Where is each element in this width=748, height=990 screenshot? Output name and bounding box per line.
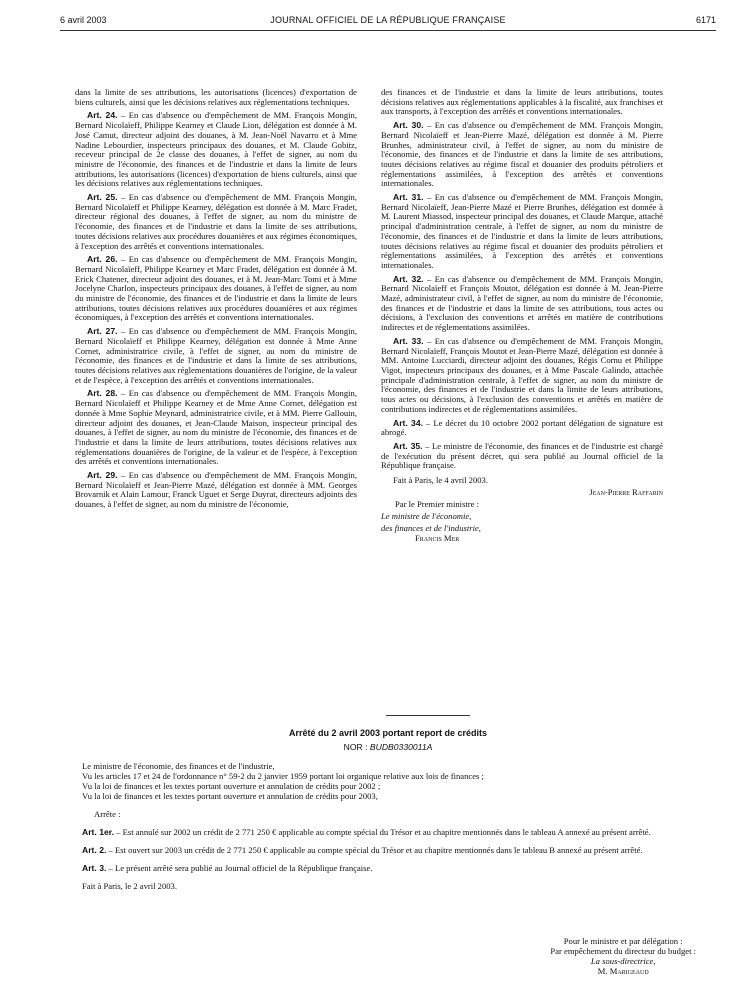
page-header bbox=[60, 15, 716, 29]
section-separator bbox=[386, 715, 470, 716]
article-paragraph: Art. 32. – En cas d'absence ou d'empêchement de MM. François Mongin, Bernard Nicolaïeff et François Moutot, délégation est donnée à M. Jean-Pierre Mazé, administrateur civil, à l'effet de signer, au nom du ministre de l'économie, des finances et de l'industrie et dans la limite de ses attributions, tous actes ou décisions, à l'exclusion des conventions et arrêtés en matière de contributions indirectes et de réglementations assimilées. bbox=[381, 273, 663, 333]
signature-line1: Pour le ministre et par délégation : bbox=[563, 936, 683, 946]
arrete-article: Art. 1er. – Est annulé sur 2002 un crédit de 2 771 250 € applicable au compte spécial du Trésor et au chapitre mentionnés dans le tableau A annexé au présent arrêté. bbox=[82, 827, 651, 837]
article-label: Art. 35. bbox=[393, 440, 423, 451]
decree-signature-block bbox=[381, 475, 663, 543]
header-page-number: 6171 bbox=[695, 15, 716, 25]
article-paragraph: Art. 25. – En cas d'absence ou d'empêchement de MM. François Mongin, Bernard Nicolaïeff et Philippe Kearney, délégation est donnée à M. Marc Fradet, directeur régional des douanes, à l'effet de signer, au nom du ministre de l'économie, des finances et de l'industrie et dans la limite de ses attributions, toutes décisions relatives aux procédures douanières et aux régimes économiques, à l'exception des arrêtés et conventions internationales. bbox=[75, 192, 357, 251]
decree-date: Fait à Paris, le 4 avril 2003. bbox=[393, 475, 488, 486]
article-paragraph: Art. 33. – En cas d'absence ou d'empêchement de MM. François Mongin, Bernard Nicolaïeff, François Moutot et Jean-Pierre Mazé, délégation est donnée à MM. Antoine Lucciardi, directeur adjoint des douanes, Régis Cornu et Philippe Vigot, inspecteurs principaux des douanes, et à Mme Pascale Galindo, attachée principale d'administration centrale, à l'effet de signer, au nom du ministre de l'économie, des finances et de l'industrie et dans la limite de leurs attributions, tous actes ou décisions, à l'exclusion des conventions et arrêtés en matière de contributions indirectes et de réglementations assimilées. bbox=[381, 335, 663, 414]
visa-line: Le ministre de l'économie, des finances et de l'industrie, bbox=[82, 761, 275, 771]
header-date: 6 avril 2003 bbox=[60, 15, 107, 25]
signature-line2: Par empêchement du directeur du budget : bbox=[550, 946, 696, 956]
minister-title-line1: Le ministre de l'économie, bbox=[381, 511, 472, 522]
arrete-title: Arrêté du 2 avril 2003 portant report de crédits bbox=[288, 728, 488, 738]
arrete-article: Art. 2. – Est ouvert sur 2003 un crédit de 2 771 250 € applicable au compte spécial du Trésor et au chapitre mentionnés dans le tableau B annexé au présent arrêté. bbox=[82, 845, 643, 855]
nor-code: BUDB0330011A bbox=[369, 742, 433, 752]
article-label: Art. 34. bbox=[393, 417, 424, 428]
header-journal-title: JOURNAL OFFICIEL DE LA RÉPUBLIQUE FRANÇAISE bbox=[270, 15, 506, 25]
article-label: Art. 32. bbox=[393, 273, 424, 284]
arrete-article: Art. 3. – Le présent arrêté sera publié au Journal officiel de la République française. bbox=[82, 863, 373, 873]
article-label: Art. 29. bbox=[87, 470, 118, 481]
arrete-body bbox=[82, 761, 694, 891]
article-paragraph: Art. 34. – Le décret du 10 octobre 2002 portant délégation de signature est abrogé. bbox=[381, 417, 663, 438]
by-prime-minister: Par le Premier ministre : bbox=[395, 499, 480, 510]
nor-label: NOR : bbox=[343, 742, 368, 752]
arrete-date: Fait à Paris, le 2 avril 2003. bbox=[82, 881, 177, 891]
article-label: Art. 30. bbox=[393, 120, 424, 131]
article-paragraph: Art. 31. – En cas d'absence ou d'empêchement de MM. François Mongin, Bernard Nicolaïeff, Jean-Pierre Mazé et Pierre Brunhes, délégation est donnée à M. Laurent Miassod, inspecteur principal des douanes, et Claude Marque, attaché principal d'administration centrale, à l'effet de signer, au nom du ministre de l'économie, des finances et de l'industrie et dans la limite de leurs attributions, toutes décisions relatives au régime fiscal et douanier des produits pétroliers et réglementations assimilées, à l'exception des arrêtés et conventions internationales. bbox=[381, 192, 663, 270]
left-column bbox=[75, 88, 357, 510]
header-rule bbox=[60, 30, 716, 31]
article-paragraph: des finances et de l'industrie et dans la limite de leurs attributions, toutes décisions relatives aux réglementations applicables à la fiscalité, aux franchises et aux transports, à l'exception des arrêtés et conventions internationales. bbox=[381, 87, 663, 117]
minister-name: Francis Mer bbox=[415, 533, 460, 544]
article-paragraph: Art. 29. – En cas d'absence ou d'empêchement de MM. François Mongin, Bernard Nicolaïeff et Jean-Pierre Mazé, délégation est donnée à MM. Georges Brovarnik et Alain Lamour, Franck Uguet et Serge Duyrat, directeurs adjoints des douanes, à l'effet de signer, au nom du ministre de l'économie, bbox=[75, 470, 357, 510]
article-paragraph: Art. 30. – En cas d'absence ou d'empêchement de MM. François Mongin, Bernard Nicolaïeff et Jean-Pierre Mazé, délégation est donnée à M. Pierre Brunhes, administrateur civil, à l'effet de signer, au nom du ministre de l'économie, des finances et de l'industrie et dans la limite de ses attributions, toutes décisions relatives au régime fiscal et douanier des produits pétroliers et réglementations assimilées, à l'exception des arrêtés et conventions internationales. bbox=[381, 120, 663, 189]
right-column bbox=[381, 88, 663, 543]
minister-title-line2: des finances et de l'industrie, bbox=[381, 523, 481, 534]
arrete-label: Arrête : bbox=[94, 809, 121, 819]
article-label: Art. 27. bbox=[87, 326, 118, 337]
article-label: Art. 28. bbox=[87, 388, 118, 399]
article-paragraph: Art. 26. – En cas d'absence ou d'empêchement de MM. François Mongin, Bernard Nicolaïeff, Philippe Kearney et Marc Fradet, délégation est donnée à M. Erick Chatener, directeur adjoint des douanes, et à M. Jean-Marc Tomi et à Mme Jocelyne Charlon, inspecteurs principaux des douanes, à l'effet de signer, au nom du ministre de l'économie, des finances et de l'industrie et dans la limite de leurs attributions, toutes décisions relatives aux procédures douanières et aux régimes économiques, à l'exception des arrêtés et conventions internationales. bbox=[75, 254, 357, 323]
visa-line: Vu la loi de finances et les textes portant ouverture et annulation de crédits pour 2002 ; bbox=[82, 781, 381, 791]
article-paragraph: Art. 35. – Le ministre de l'économie, des finances et de l'industrie est chargé de l'exécution du présent décret, qui sera publié au Journal officiel de la République française. bbox=[381, 440, 663, 471]
article-paragraph: Art. 24. – En cas d'absence ou d'empêchement de MM. François Mongin, Bernard Nicolaïeff, Philippe Kearney et Claude Lion, délégation est donnée à M. José Camut, directeur adjoint des douanes, à M. Jean-Noël Navarro et à Mme Nadine Lebourdier, inspecteurs principaux des douanes, et M. Claude Gobitz, receveur principal de 2e classe des douanes, à l'effet de signer, au nom du ministre de l'économie, des finances et de l'industrie et dans la limite de leurs attributions, les autorisations (licences) d'exportation de biens culturels, ainsi que les décisions relatives aux réglementations techniques. bbox=[75, 110, 357, 189]
article-label: Art. 25. bbox=[87, 192, 118, 203]
article-label: Art. 24. bbox=[87, 110, 118, 121]
article-label: Art. 31. bbox=[393, 192, 424, 203]
arrete-signature-block bbox=[550, 936, 696, 976]
article-paragraph: Art. 27. – En cas d'absence ou d'empêchement de MM. François Mongin, Bernard Nicolaïeff et Philippe Kearney, délégation est donnée à Mme Anne Cornet, administratrice civile, à l'effet de signer, au nom du ministre de l'économie, des finances et de l'industrie et dans la limite de ses attributions, toutes décisions relatives aux réglementations douanières de l'origine, de la valeur et de l'espèce, à l'exception des arrêtés et conventions internationales. bbox=[75, 326, 357, 385]
article-label: Art. 26. bbox=[87, 254, 118, 265]
visa-line: Vu la loi de finances et les textes portant ouverture et annulation de crédits pour 2003, bbox=[82, 791, 378, 801]
signature-line3: La sous-directrice, bbox=[590, 956, 656, 966]
article-label: Art. 1er. bbox=[82, 827, 115, 837]
article-label: Art. 2. bbox=[82, 845, 107, 855]
article-label: Art. 3. bbox=[82, 863, 107, 873]
article-label: Art. 33. bbox=[393, 335, 424, 346]
prime-minister-name: Jean-Pierre Raffarin bbox=[589, 487, 663, 498]
article-paragraph: Art. 28. – En cas d'absence ou d'empêchement de MM. François Mongin, Bernard Nicolaïeff et Philippe Kearney et de Mme Anne Cornet, délégation est donnée à Mme Sophie Meynard, administratrice civile, et à MM. Pierre Gallouin, directeur adjoint des douanes, et Jean-Claude Maison, inspecteur principal des douanes, à l'effet de signer, au nom du ministre de l'économie, des finances et de l'industrie et dans la limite de leurs attributions, toutes décisions relatives aux réglementations douanières de l'origine, de la valeur et de l'espèce, à l'exception des arrêtés et conventions internationales. bbox=[75, 388, 357, 467]
nor-line bbox=[60, 742, 716, 752]
visa-line: Vu les articles 17 et 24 de l'ordonnance n° 59-2 du 2 janvier 1959 portant loi organique relative aux lois de finances ; bbox=[82, 771, 484, 781]
signature-name: M. Marigeaud bbox=[597, 966, 649, 976]
article-paragraph: dans la limite de ses attributions, les autorisations (licences) d'exportation de biens culturels, ainsi que les décisions relatives aux réglementations techniques. bbox=[75, 87, 357, 107]
